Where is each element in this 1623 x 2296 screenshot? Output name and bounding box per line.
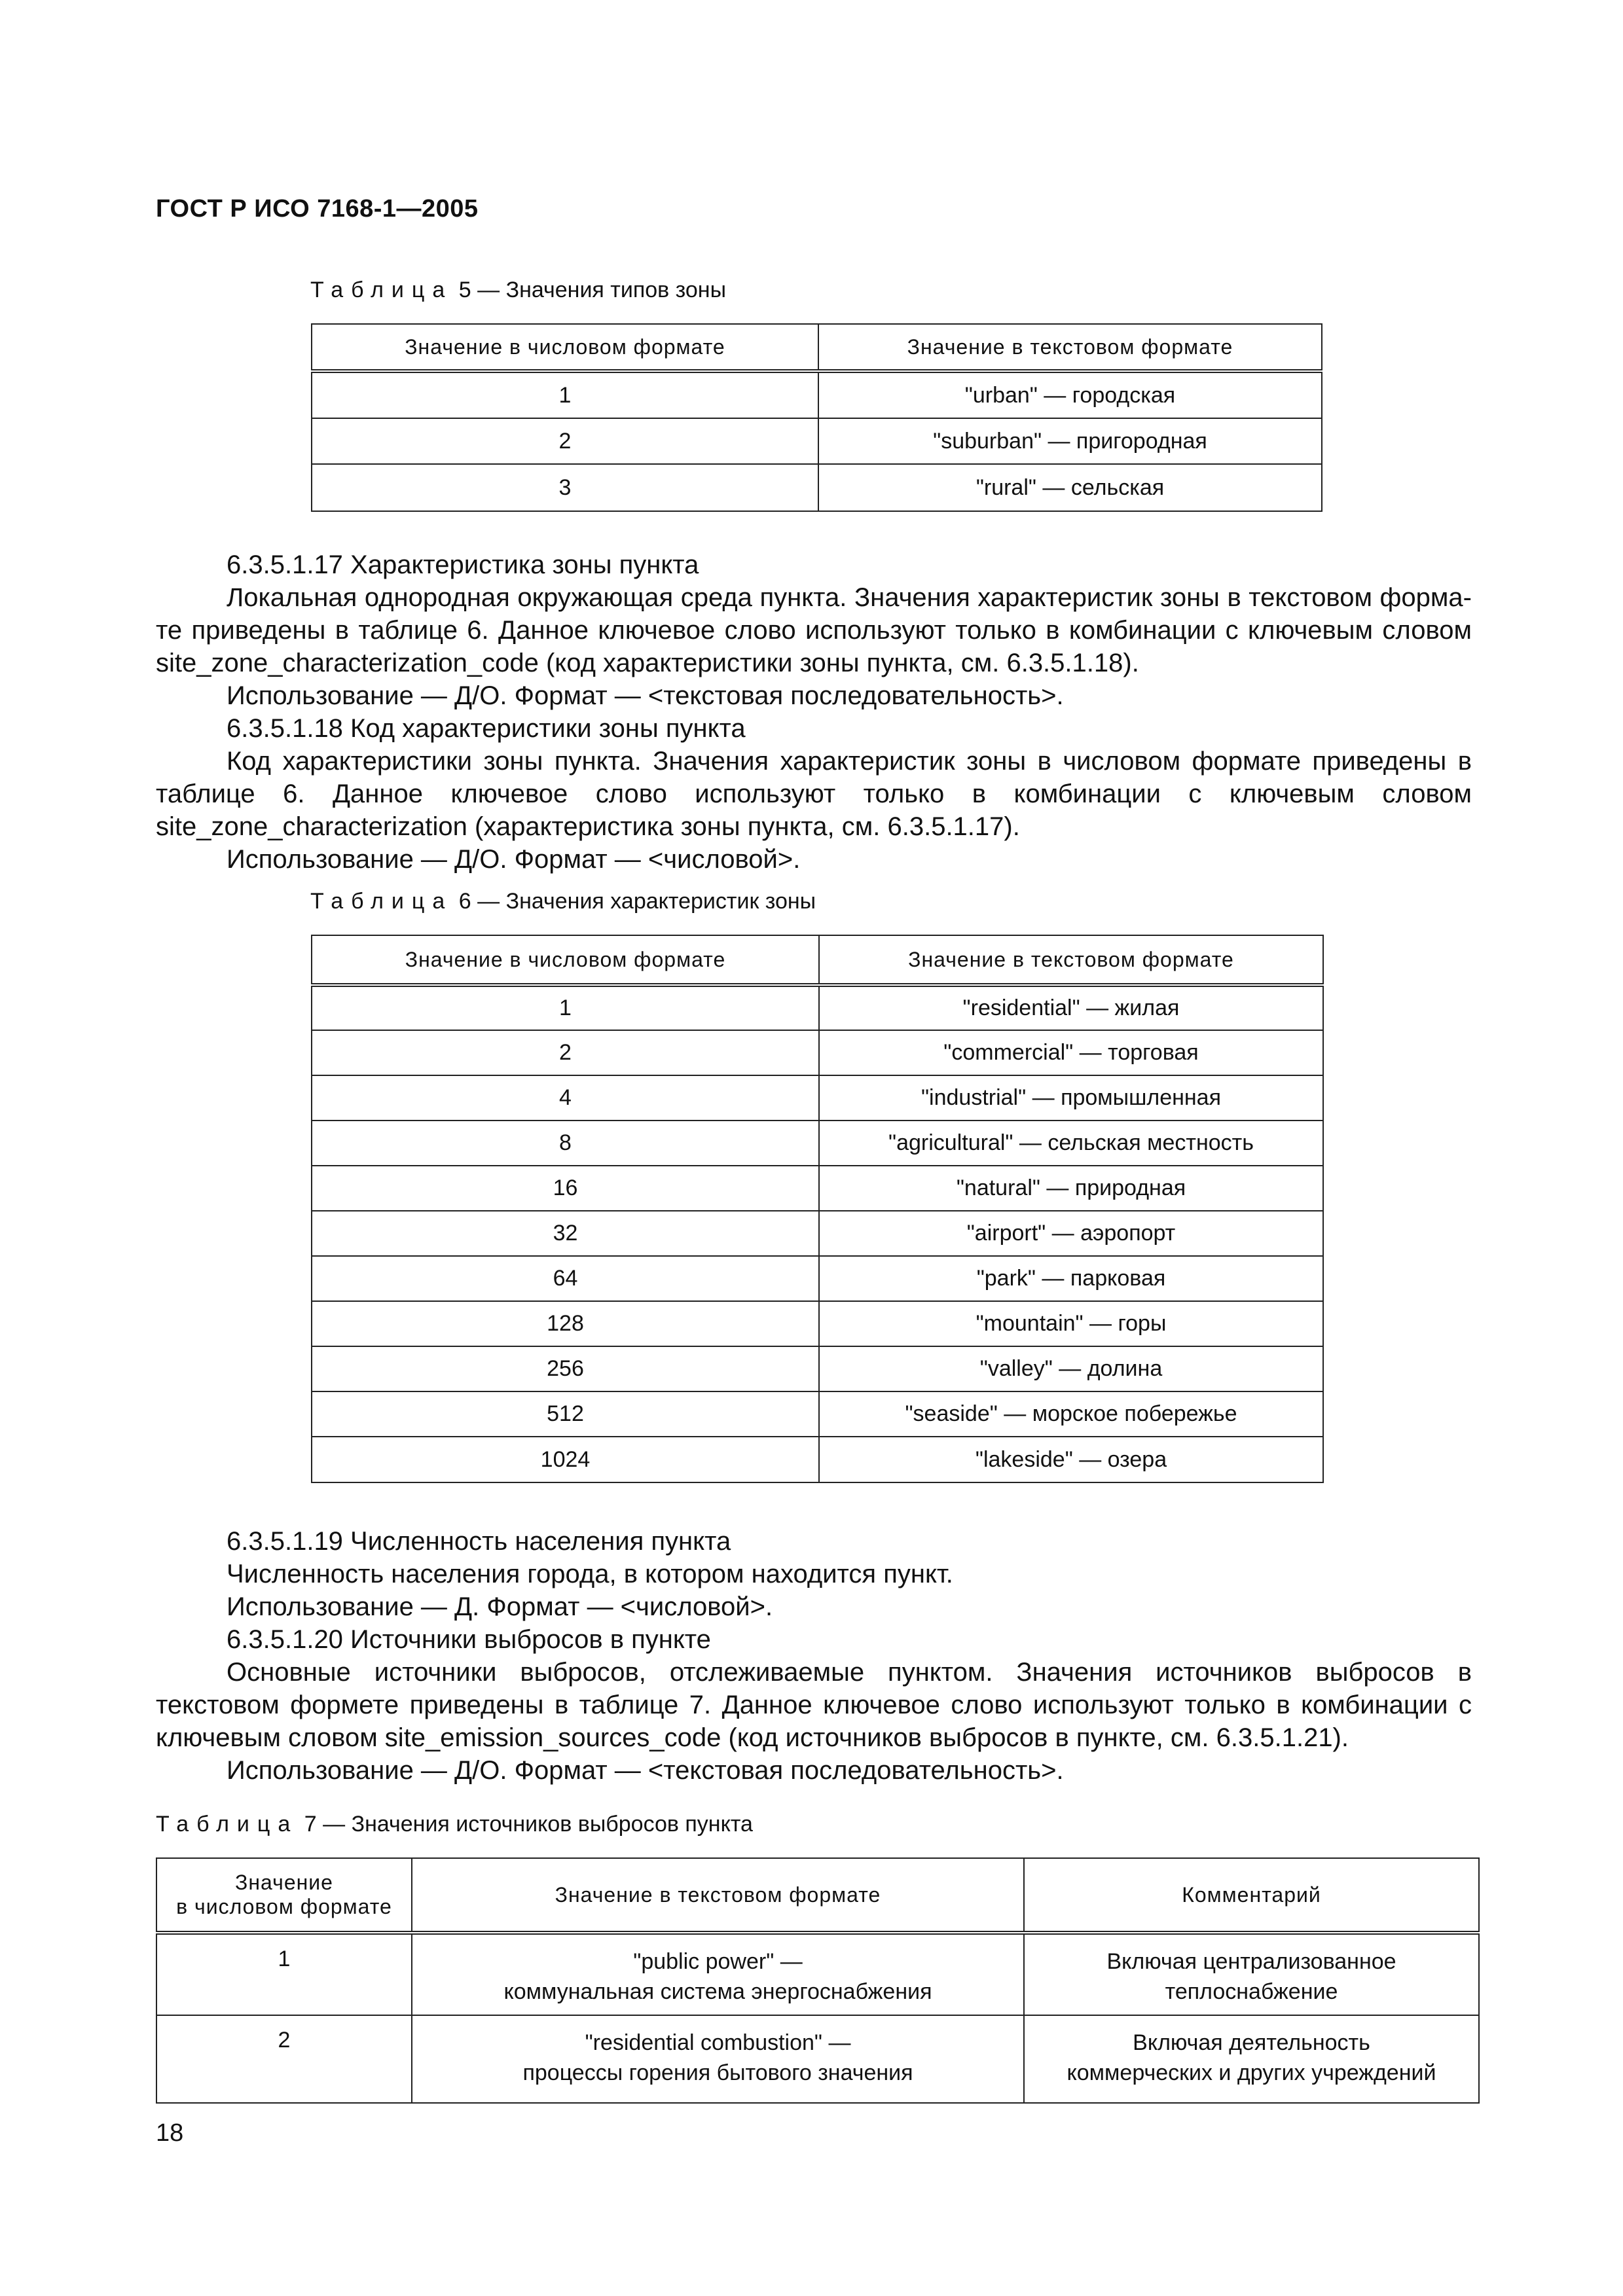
table7-cell-numeric: 1 [156, 1933, 412, 2015]
table6-cell-text: "agricultural" — сельская местность [819, 1121, 1323, 1166]
table6-cell-numeric: 16 [312, 1166, 819, 1211]
clause-heading-19: 6.3.5.1.19 Численность населения пункта [227, 1527, 731, 1556]
table7-cell-comment [1024, 1933, 1479, 2015]
table6-cell-numeric: 4 [312, 1075, 819, 1121]
clause-heading-20: 6.3.5.1.20 Источники выбросов в пункте [227, 1625, 711, 1654]
table7-cell-text-line2: процессы горения бытового значения [522, 2060, 913, 2085]
table5-header-text: Значение в текстовом формате [818, 324, 1322, 371]
table6-cell-text: "seaside" — морское побережье [819, 1391, 1323, 1437]
table-row [312, 1121, 1323, 1166]
clause-body-19: Численность населения города, в котором находится пункт. [227, 1560, 953, 1588]
table6 [311, 935, 1324, 1483]
table5-cell-numeric: 1 [312, 371, 818, 418]
clause-body-17: Локальная однородная окружающая среда пункта. Значения характеристик зоны в текстовом форма-те приведены в таблице 6. Данное ключевое слово используют только в комбинации с ключевым словом site_zone_characterization_code (код характеристики зоны пункта, см. 6.3.5.1.18). [156, 583, 1472, 677]
table6-cell-numeric: 32 [312, 1211, 819, 1256]
table-row [156, 2015, 1479, 2103]
table7-header-numeric [156, 1858, 412, 1933]
table7-cell-numeric: 2 [156, 2015, 412, 2103]
table7-caption [156, 1812, 753, 1837]
table5-cell-text: "suburban" — пригородная [818, 418, 1322, 464]
table7-cell-text [412, 1933, 1024, 2015]
table-row [312, 1437, 1323, 1482]
table6-header-numeric: Значение в числовом формате [312, 935, 819, 985]
clause-heading-18: 6.3.5.1.18 Код характеристики зоны пункта [227, 714, 746, 743]
table-row [312, 1301, 1323, 1346]
clause-body-20: Основные источники выбросов, отслеживаемые пунктом. Значения источников выбросов в текстовом формете приведены в таблице 7. Данное ключевое слово используют только в комбинации с ключевым словом site_emission_sources_code (код источников выбросов в пункте, см. 6.3.5.1.21). [156, 1658, 1472, 1752]
table5-caption-word: Таблица [310, 278, 453, 302]
table6-caption-text: 6 — Значения характеристик зоны [458, 889, 816, 914]
table7-cell-comment-line2: теплоснабжение [1165, 1979, 1338, 2004]
table6-cell-text: "airport" — аэропорт [819, 1211, 1323, 1256]
table-row [312, 1030, 1323, 1075]
table-row [312, 371, 1322, 418]
table7-cell-text-line2: коммунальная система энергоснабжения [503, 1979, 932, 2004]
section-a-text [156, 548, 1472, 876]
table5-cell-text: "urban" — городская [818, 371, 1322, 418]
clause-usage-19: Использование — Д. Формат — <числовой>. [227, 1592, 773, 1621]
table7-header-text: Значение в текстовом формате [412, 1858, 1024, 1933]
table6-cell-text: "valley" — долина [819, 1346, 1323, 1391]
table7-cell-text [412, 2015, 1024, 2103]
table7-header-numeric-line2: в числовом формате [176, 1895, 392, 1918]
table-row [312, 464, 1322, 511]
table6-cell-text: "commercial" — торговая [819, 1030, 1323, 1075]
table5-cell-numeric: 3 [312, 464, 818, 511]
table6-cell-numeric: 64 [312, 1256, 819, 1301]
table-row [312, 1391, 1323, 1437]
table7 [156, 1857, 1480, 2104]
clause-body-18: Код характеристики зоны пункта. Значения характеристик зоны в числовом формате приведены в таблице 6. Данное ключевое слово используют только в комбинации с ключевым словом site_zone_characterization (характеристика зоны пункта, см. 6.3.5.1.17). [156, 747, 1472, 841]
table6-cell-numeric: 8 [312, 1121, 819, 1166]
table7-header-comment: Комментарий [1024, 1858, 1479, 1933]
table7-cell-comment-line2: коммерческих и других учреждений [1067, 2060, 1436, 2085]
table6-cell-text: "natural" — природная [819, 1166, 1323, 1211]
document-code-header: ГОСТ Р ИСО 7168-1—2005 [156, 195, 479, 223]
table6-cell-numeric: 1 [312, 985, 819, 1030]
table-row [312, 1256, 1323, 1301]
clause-usage-20: Использование — Д/О. Формат — <текстовая последовательность>. [227, 1756, 1064, 1785]
table6-cell-numeric: 1024 [312, 1437, 819, 1482]
table6-cell-numeric: 128 [312, 1301, 819, 1346]
table7-cell-comment [1024, 2015, 1479, 2103]
table-row [312, 418, 1322, 464]
table7-caption-text: 7 — Значения источников выбросов пункта [304, 1812, 753, 1837]
table6-cell-text: "lakeside" — озера [819, 1437, 1323, 1482]
table6-caption-word: Таблица [310, 889, 453, 914]
table6-cell-numeric: 512 [312, 1391, 819, 1437]
page-number: 18 [156, 2119, 184, 2147]
table7-header-numeric-line1: Значение [235, 1871, 333, 1894]
table-row [312, 1211, 1323, 1256]
table5-header-numeric: Значение в числовом формате [312, 324, 818, 371]
table6-cell-text: "park" — парковая [819, 1256, 1323, 1301]
table6-caption [310, 889, 816, 914]
table7-caption-word: Таблица [156, 1812, 299, 1837]
clause-usage-18: Использование — Д/О. Формат — <числовой>. [227, 845, 801, 874]
clause-heading-17: 6.3.5.1.17 Характеристика зоны пункта [227, 550, 699, 579]
table-row [312, 1166, 1323, 1211]
table6-cell-text: "mountain" — горы [819, 1301, 1323, 1346]
table5-cell-numeric: 2 [312, 418, 818, 464]
table6-header-text: Значение в текстовом формате [819, 935, 1323, 985]
section-b-text [156, 1525, 1472, 1787]
table7-cell-comment-line1: Включая деятельность [1133, 2030, 1370, 2055]
table5-cell-text: "rural" — сельская [818, 464, 1322, 511]
table-row [312, 985, 1323, 1030]
table-row [156, 1933, 1479, 2015]
table5 [311, 323, 1322, 512]
table5-caption-text: 5 — Значения типов зоны [458, 278, 727, 302]
table6-cell-text: "residential" — жилая [819, 985, 1323, 1030]
table6-cell-numeric: 256 [312, 1346, 819, 1391]
table-row [312, 1075, 1323, 1121]
table6-cell-text: "industrial" — промышленная [819, 1075, 1323, 1121]
table5-caption [310, 278, 726, 303]
clause-usage-17: Использование — Д/О. Формат — <текстовая последовательность>. [227, 681, 1064, 710]
table7-cell-text-line1: "public power" — [633, 1949, 803, 1974]
table-row [312, 1346, 1323, 1391]
table7-cell-comment-line1: Включая централизованное [1106, 1949, 1396, 1974]
table6-cell-numeric: 2 [312, 1030, 819, 1075]
table7-cell-text-line1: "residential combustion" — [585, 2030, 851, 2055]
